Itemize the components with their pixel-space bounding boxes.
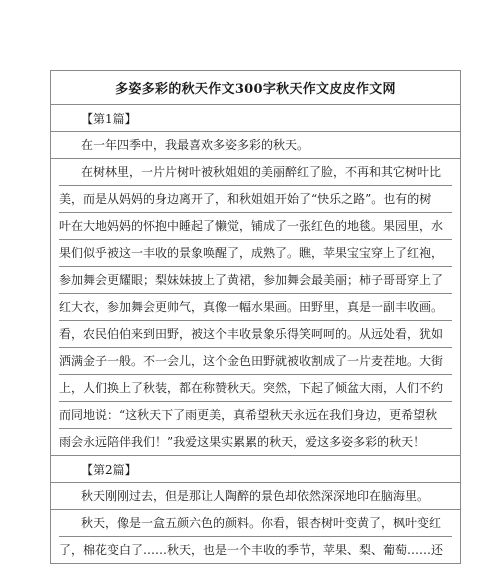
text-line: 了，棉花变白了……秋天，也是一个丰收的季节，苹果、梨、葡萄……还 bbox=[59, 543, 444, 557]
paragraph-1 bbox=[51, 132, 460, 159]
text-line: 秋天刚刚过去，但是那让人陶醉的景色却依然深深地印在脑海里。 bbox=[81, 489, 430, 503]
text-line: 洒满金子一般。不一会儿，这个金色田野就被收割成了一片麦茬地。大街 bbox=[59, 348, 452, 375]
paragraph-3 bbox=[51, 483, 460, 510]
document-table bbox=[50, 70, 461, 564]
text-line: 秋天，像是一盒五颜六色的颜料。你看，银杏树叶变黄了，枫叶变红 bbox=[59, 510, 452, 537]
section-heading-1: 【第1篇】 bbox=[51, 105, 460, 132]
document-title: 多姿多彩的秋天作文300字秋天作文皮皮作文网 bbox=[51, 71, 460, 105]
section-heading-2: 【第2篇】 bbox=[51, 456, 460, 483]
paragraph-2 bbox=[51, 159, 460, 456]
text-line: 美，而是从妈妈的身边离开了，和秋姐姐开始了“快乐之路”。也有的树 bbox=[59, 186, 452, 213]
text-line: 在一年四季中，我最喜欢多姿多彩的秋天。 bbox=[81, 138, 310, 152]
text-line: 看，农民伯伯来到田野，被这个丰收景象乐得笑呵呵的。从远处看，犹如 bbox=[59, 321, 452, 348]
text-line: 在树林里，一片片树叶被秋姐姐的美丽醉红了脸，不再和其它树叶比 bbox=[59, 159, 452, 186]
text-line: 上，人们换上了秋装，都在称赞秋天。突然，下起了倾盆大雨，人们不约 bbox=[59, 375, 452, 402]
text-line: 叶在大地妈妈的怀抱中睡起了懒觉，铺成了一张红色的地毯。果园里，水 bbox=[59, 213, 452, 240]
text-line: 果们似乎被这一丰收的景象唤醒了，成熟了。瞧，苹果宝宝穿上了红袍， bbox=[59, 240, 452, 267]
text-line: 参加舞会更耀眼；梨妹妹披上了黄裙，参加舞会最美丽；柿子哥哥穿上了 bbox=[59, 267, 452, 294]
text-line: 雨会永远陪伴我们！”我爱这果实累累的秋天，爱这多姿多彩的秋天！ bbox=[59, 435, 426, 449]
text-line: 而同地说：“这秋天下了雨更美，真希望秋天永远在我们身边，更希望秋 bbox=[59, 402, 452, 429]
paragraph-4 bbox=[51, 510, 460, 564]
text-line: 红大衣，参加舞会更帅气，真像一幅水果画。田野里，真是一副丰收画。 bbox=[59, 294, 452, 321]
